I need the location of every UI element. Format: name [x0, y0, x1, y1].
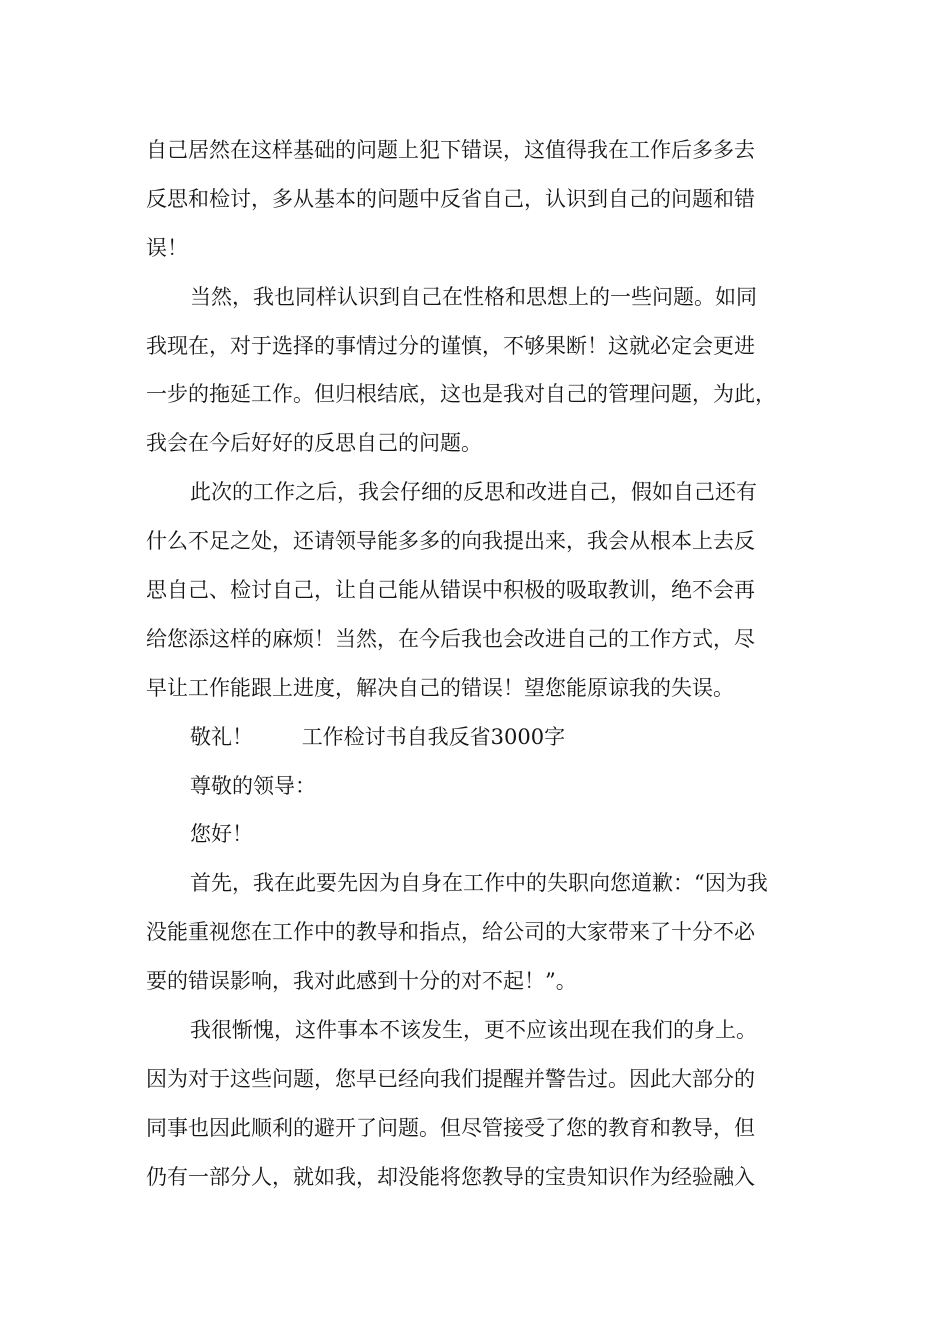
text-line: 仍有一部分人，就如我，却没能将您教导的宝贵知识作为经验融入	[146, 1164, 755, 1189]
closing-line	[146, 713, 816, 762]
text-line: 同事也因此顺利的避开了问题。但尽管接受了您的教育和教导，但	[146, 1115, 755, 1140]
text-line: 没能重视您在工作中的教导和指点，给公司的大家带来了十分不必	[146, 920, 755, 945]
text-line: 我很惭愧，这件事本不该发生，更不应该出现在我们的身上。	[190, 1018, 757, 1043]
text-line: 要的错误影响，我对此感到十分的对不起！”。	[146, 969, 577, 994]
text-line: 首先，我在此要先因为自身在工作中的失职向您道歉：“因为我	[190, 871, 768, 896]
text-line: 反思和检讨，多从基本的问题中反省自己，认识到自己的问题和错	[146, 186, 755, 211]
text-line: 因为对于这些问题，您早已经向我们提醒并警告过。因此大部分的	[146, 1066, 755, 1091]
document-body	[146, 126, 816, 1202]
text-line: 误！	[146, 235, 188, 260]
greeting: 您好！	[190, 822, 253, 847]
text-line: 此次的工作之后，我会仔细的反思和改进自己，假如自己还有	[190, 480, 757, 505]
salutation: 尊敬的领导：	[190, 773, 316, 798]
text-line: 我会在今后好好的反思自己的问题。	[146, 431, 482, 456]
closing-salute: 敬礼！	[190, 724, 253, 749]
text-line: 我现在，对于选择的事情过分的谨慎，不够果断！这就必定会更进	[146, 333, 755, 358]
text-line: 一步的拖延工作。但归根结底，这也是我对自己的管理问题，为此，	[146, 382, 776, 407]
text-line: 自己居然在这样基础的问题上犯下错误，这值得我在工作后多多去	[146, 138, 755, 162]
text-line: 当然，我也同样认识到自己在性格和思想上的一些问题。如同	[190, 284, 757, 309]
document-title: 工作检讨书自我反省3000字	[301, 724, 566, 749]
text-line: 什么不足之处，还请领导能多多的向我提出来，我会从根本上去反	[146, 529, 755, 554]
text-line: 早让工作能跟上进度，解决自己的错误！望您能原谅我的失误。	[146, 675, 734, 700]
text-line: 给您添这样的麻烦！当然，在今后我也会改进自己的工作方式，尽	[146, 626, 755, 651]
text-line: 思自己、检讨自己，让自己能从错误中积极的吸取教训，绝不会再	[146, 578, 755, 603]
